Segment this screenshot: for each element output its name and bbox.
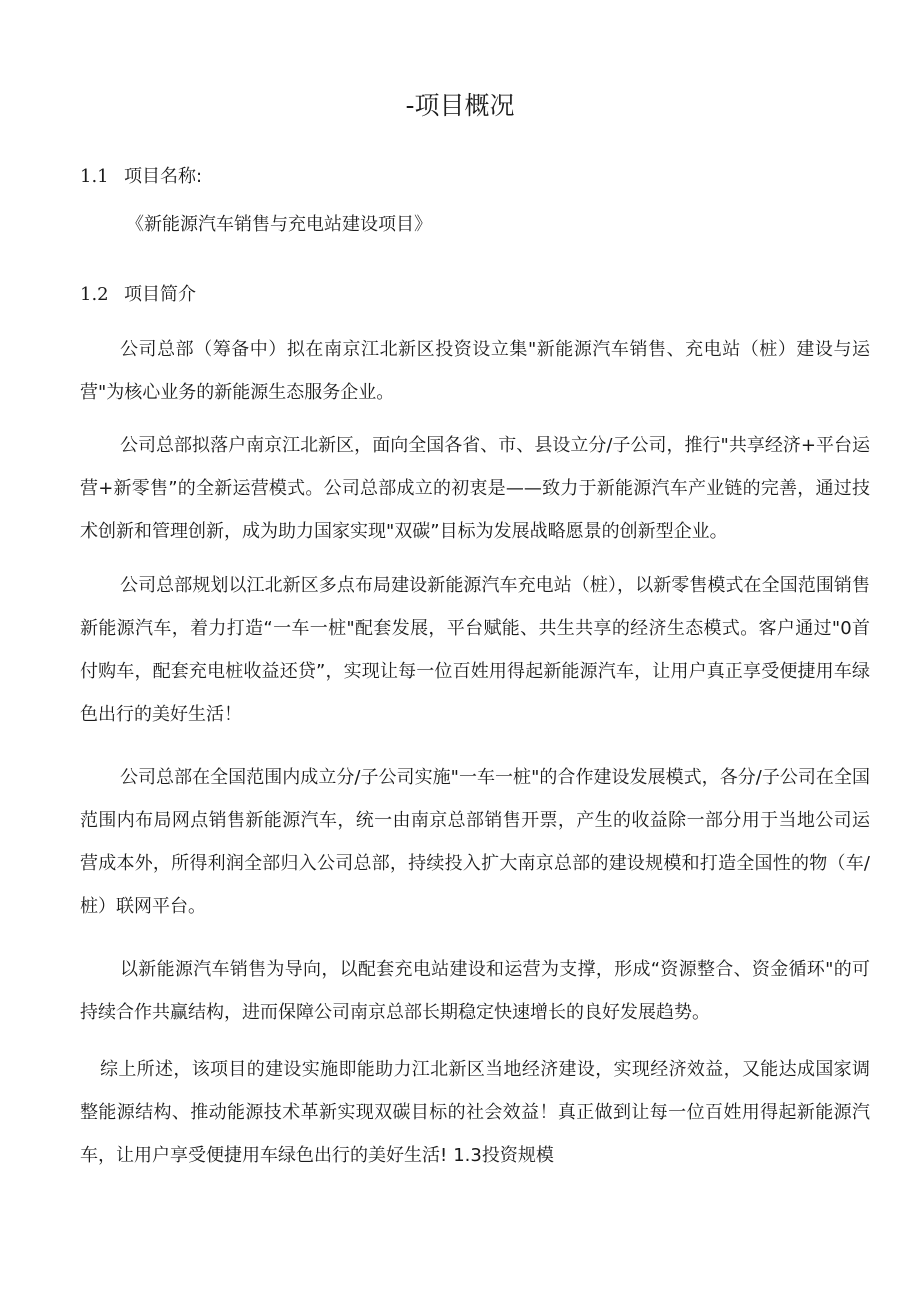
project-name: 《新能源汽车销售与充电站建设项目》 — [126, 214, 432, 235]
page-title: -项目概况 — [405, 91, 515, 120]
summary-text: 综上所述，该项目的建设实施即能助力江北新区当地经济建设，实现经济效益，又能达成国家调整能源结构、推动能源技术革新实现双碳目标的社会效益！真正做到让每一位百姓用得起新能源汽车，让用户享受便捷用车绿色出行的美好生活! — [80, 1059, 870, 1166]
paragraph: 以新能源汽车销售为导向，以配套充电站建设和运营为支撑，形成“资源整合、资金循环"的可持续合作共赢结构，进而保障公司南京总部长期稳定快速增长的良好发展趋势。 — [80, 959, 870, 1023]
next-section-heading: 1.3投资规模 — [453, 1145, 554, 1166]
section-number: 1.1 — [80, 166, 109, 187]
paragraph: 公司总部（筹备中）拟在南京江北新区投资设立集"新能源汽车销售、充电站（桩）建设与运营"为核心业务的新能源生态服务企业。 — [80, 339, 870, 403]
section-heading-1-2 — [80, 282, 196, 308]
section-label: 项目名称: — [124, 166, 203, 187]
paragraph: 公司总部拟落户南京江北新区，面向全国各省、市、县设立分/子公司，推行"共享经济+平台运营+新零售”的全新运营模式。公司总部成立的初衷是——致力于新能源汽车产业链的完善，通过技术创新和管理创新，成为助力国家实现"双碳”目标为发展战略愿景的创新型企业。 — [80, 435, 870, 542]
section-number: 1.2 — [80, 284, 109, 305]
paragraph: 公司总部规划以江北新区多点布局建设新能源汽车充电站（桩），以新零售模式在全国范围销售新能源汽车，着力打造“一车一桩"配套发展，平台赋能、共生共享的经济生态模式。客户通过"0首付购车，配套充电桩收益还贷”，实现让每一位百姓用得起新能源汽车，让用户真正享受便捷用车绿色出行的美好生活！ — [80, 575, 870, 725]
summary-paragraph — [80, 1048, 870, 1177]
paragraph: 公司总部在全国范围内成立分/子公司实施"一车一桩"的合作建设发展模式，各分/子公司在全国范围内布局网点销售新能源汽车，统一由南京总部销售开票，产生的收益除一部分用于当地公司运营成本外，所得利润全部归入公司总部，持续投入扩大南京总部的建设规模和打造全国性的物（车/桩）联网平台。 — [80, 767, 870, 917]
section-heading-1-1 — [80, 164, 202, 190]
section-label: 项目简介 — [124, 284, 196, 305]
